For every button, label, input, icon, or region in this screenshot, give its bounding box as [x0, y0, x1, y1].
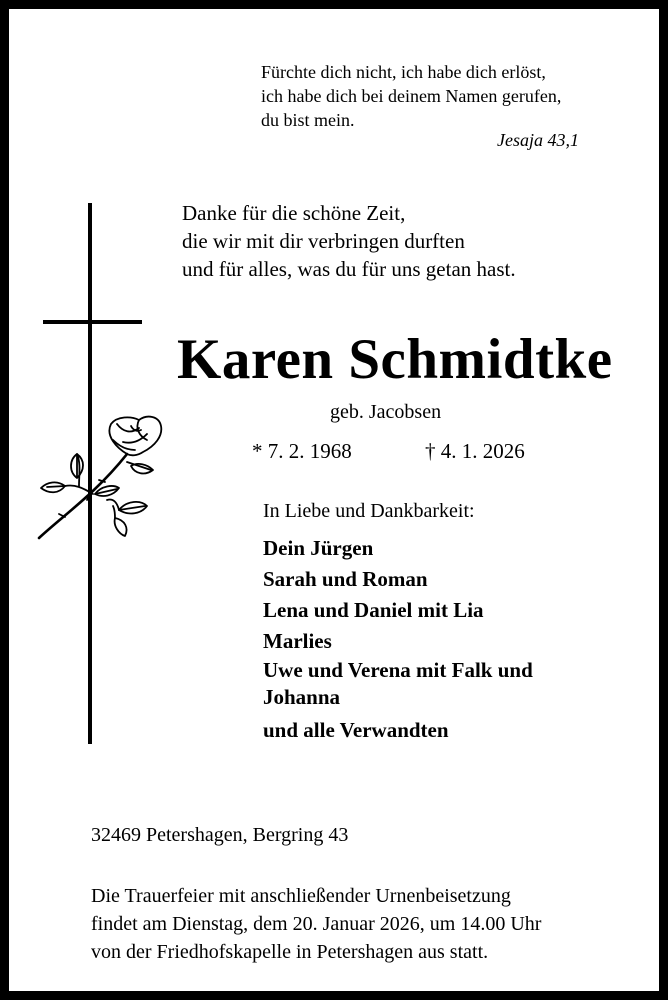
maiden-name: geb. Jacobsen — [330, 401, 442, 423]
rose-icon — [35, 414, 169, 544]
verse-line: du bist mein. — [261, 110, 355, 130]
cross-horizontal-bar — [43, 320, 142, 324]
mourners-intro: In Liebe und Dankbarkeit: — [263, 500, 475, 522]
verse-reference: Jesaja 43,1 — [497, 130, 579, 150]
ceremony-line: Die Trauerfeier mit anschließender Urnenbeisetzung — [91, 885, 511, 907]
mourner-name: Dein Jürgen — [263, 536, 374, 560]
thanks-line: die wir mit dir verbringen durften — [182, 229, 465, 253]
bible-verse — [261, 60, 561, 132]
mourner-name: Sarah und Roman — [263, 567, 428, 591]
birth-date: * 7. 2. 1968 — [252, 439, 352, 463]
verse-line: ich habe dich bei deinem Namen gerufen, — [261, 86, 562, 106]
thanks-text — [182, 199, 516, 283]
thanks-line: Danke für die schöne Zeit, — [182, 201, 406, 225]
funeral-details — [91, 882, 541, 966]
mourner-name: und alle Verwandten — [263, 718, 449, 742]
mourner-name: Marlies — [263, 629, 332, 653]
death-date: † 4. 1. 2026 — [425, 439, 525, 463]
mourner-address: 32469 Petershagen, Bergring 43 — [91, 824, 349, 846]
mourner-name: Uwe und Verena mit Falk und Johanna — [263, 658, 533, 709]
mourners-list — [263, 533, 603, 746]
thanks-line: und für alles, was du für uns getan hast. — [182, 257, 516, 281]
ceremony-line: von der Friedhofskapelle in Petershagen aus statt. — [91, 941, 489, 963]
deceased-name: Karen Schmidtke — [177, 328, 613, 391]
mourner-name: Lena und Daniel mit Lia — [263, 598, 484, 622]
verse-line: Fürchte dich nicht, ich habe dich erlöst, — [261, 62, 546, 82]
ceremony-line: findet am Dienstag, dem 20. Januar 2026, um 14.00 Uhr — [91, 913, 542, 935]
